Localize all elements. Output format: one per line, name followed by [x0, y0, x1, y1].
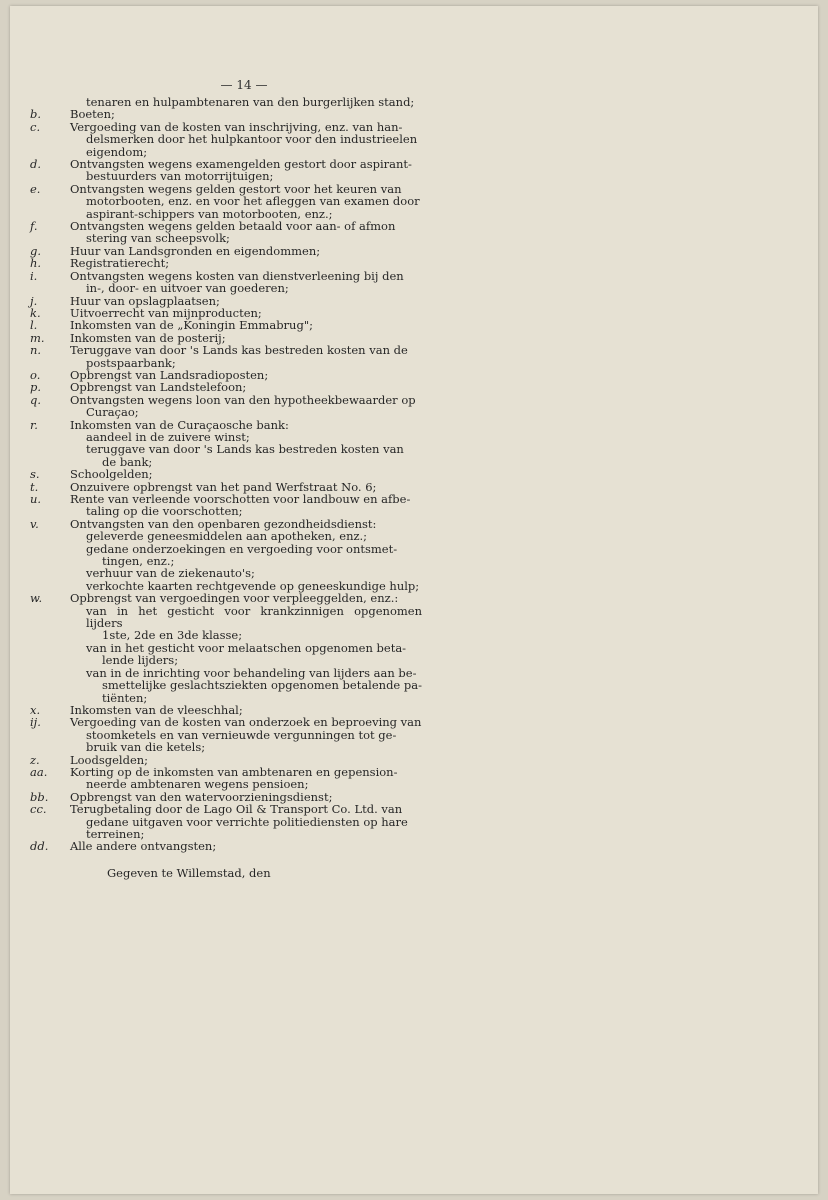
- item-text: Vergoeding van de kosten van onderzoek en beproeving van: [70, 715, 422, 730]
- item-text: Rente van verleende voorschotten voor landbouw en afbe-: [70, 492, 411, 506]
- item-text: Opbrengst van vergoedingen voor verpleeggelden, enz.:: [70, 591, 399, 606]
- item-text: Loodsgelden;: [70, 752, 149, 767]
- list-item-s: [30, 468, 422, 480]
- sub-item-text: teruggave van door 's Lands kas bestreden kosten van: [86, 442, 404, 457]
- item-letter: b.: [30, 107, 42, 122]
- item-text: neerde ambtenaren wegens pensioen;: [86, 777, 309, 792]
- item-text: terreinen;: [86, 826, 145, 841]
- item-text: Curaçao;: [86, 405, 139, 420]
- list-item-r: [30, 419, 422, 469]
- item-text: bestuurders van motorrijtuigen;: [86, 169, 274, 184]
- list-item-c: [30, 121, 422, 158]
- list-item-e: [30, 183, 422, 220]
- item-text: motorbooten, enz. en voor het afleggen van examen door: [86, 194, 420, 209]
- item-text: Opbrengst van den watervoorzieningsdienst;: [70, 789, 333, 804]
- sub-item-text: gedane onderzoekingen en vergoeding voor ontsmet-: [86, 541, 398, 556]
- sub-item-text: aandeel in de zuivere winst;: [86, 429, 250, 444]
- item-text: Onzuivere opbrengst van het pand Werfstraat No. 6;: [70, 479, 377, 494]
- item-letter: n.: [30, 343, 42, 358]
- item-text: Huur van opslagplaatsen;: [70, 293, 220, 308]
- item-text: gedane uitgaven voor verrichte politiediensten op hare: [86, 814, 408, 829]
- item-text: Korting op de inkomsten van ambtenaren en gepension-: [70, 764, 398, 779]
- item-text: Inkomsten van de „Koningin Emmabrug";: [70, 318, 313, 333]
- item-letter: dd.: [30, 839, 49, 854]
- item-letter: k.: [30, 305, 41, 320]
- item-letter: g.: [30, 243, 42, 258]
- item-text: in-, door- en uitvoer van goederen;: [86, 281, 289, 296]
- sub-item-text: van in het gesticht voor melaatschen opgenomen beta-: [86, 640, 407, 655]
- item-text: eigendom;: [86, 144, 148, 159]
- item-letter: p.: [30, 380, 42, 395]
- list-item-l: [30, 319, 422, 331]
- item-text: Uitvoerrecht van mijnproducten;: [70, 305, 262, 320]
- list-item-f: [30, 220, 422, 245]
- item-letter: u.: [30, 492, 42, 506]
- list-item-dd: [30, 840, 422, 852]
- item-text: stering van scheepsvolk;: [86, 231, 230, 246]
- continuation-line: tenaren en hulpambtenaren van den burgerlijken stand;: [86, 95, 415, 109]
- item-text: Ontvangsten wegens gelden betaald voor aan- of afmon: [70, 219, 396, 234]
- item-letter: c.: [30, 119, 41, 134]
- list-item-cc: [30, 803, 422, 840]
- list-item-i: [30, 270, 422, 295]
- item-letter: j.: [30, 293, 38, 308]
- item-text: aspirant-schippers van motorbooten, enz.;: [86, 206, 333, 221]
- item-text: Opbrengst van Landsradioposten;: [70, 367, 269, 382]
- item-text: Ontvangsten wegens gelden gestort voor het keuren van: [70, 181, 402, 196]
- sub-item-text: geleverde geneesmiddelen aan apotheken, enz.;: [86, 529, 368, 544]
- item-text: Registratierecht;: [70, 256, 170, 271]
- list-item-n: [30, 344, 422, 369]
- item-letter: bb.: [30, 789, 49, 804]
- item-letter: w.: [30, 591, 43, 606]
- item-text: Vergoeding van de kosten van inschrijving, enz. van han-: [70, 119, 403, 134]
- item-letter: m.: [30, 330, 45, 345]
- list-item-v: [30, 518, 422, 592]
- closing-line: Gegeven te Willemstad, den: [107, 865, 271, 880]
- sub-item-text: verhuur van de ziekenauto's;: [86, 566, 255, 581]
- item-letter: v.: [30, 516, 39, 531]
- item-list: [30, 96, 422, 879]
- item-text: Terugbetaling door de Lago Oil & Transport Co. Ltd. van: [70, 802, 403, 817]
- item-text: Inkomsten van de Curaçaosche bank:: [70, 417, 289, 432]
- page-number: — 14 —: [220, 78, 268, 92]
- item-text: Ontvangsten van den openbaren gezondheidsdienst:: [70, 516, 377, 531]
- item-text: Inkomsten van de posterij;: [70, 330, 226, 345]
- sub-item-text: tingen, enz.;: [102, 554, 175, 569]
- item-text: delsmerken door het hulpkantoor voor den industrieelen: [86, 132, 418, 147]
- item-text: Ontvangsten wegens kosten van dienstverleening bij den: [70, 268, 404, 283]
- list-item-h: [30, 257, 422, 269]
- item-text: Huur van Landsgronden en eigendommen;: [70, 243, 321, 258]
- item-letter: t.: [30, 479, 39, 494]
- list-item-w: [30, 592, 422, 704]
- item-letter: l.: [30, 318, 38, 333]
- item-text: postspaarbank;: [86, 355, 176, 370]
- sub-item-text: 1ste, 2de en 3de klasse;: [102, 628, 243, 643]
- item-text: Boeten;: [70, 107, 115, 122]
- item-text: Ontvangsten wegens examengelden gestort door aspirant-: [70, 157, 412, 172]
- sub-item-text: lende lijders;: [102, 653, 179, 668]
- sub-item-text: van in de inrichting voor behandeling van lijders aan be-: [86, 665, 417, 680]
- list-item-b: [30, 108, 422, 120]
- item-text: bruik van die ketels;: [86, 740, 206, 755]
- item-letter: i.: [30, 268, 38, 283]
- item-text: Ontvangsten wegens loon van den hypotheekbewaarder op: [70, 392, 416, 407]
- list-item-q: [30, 394, 422, 419]
- item-letter: h.: [30, 256, 42, 271]
- item-letter: o.: [30, 367, 41, 382]
- sub-item-text: de bank;: [102, 454, 153, 469]
- item-letter: z.: [30, 752, 40, 767]
- item-letter: s.: [30, 467, 40, 482]
- item-letter: cc.: [30, 802, 47, 817]
- item-text: Teruggave van door 's Lands kas bestreden kosten van de: [70, 343, 408, 358]
- item-text: taling op die voorschotten;: [86, 504, 243, 519]
- list-item-u: [30, 493, 422, 518]
- item-text: Schoolgelden;: [70, 467, 153, 482]
- item-letter: q.: [30, 392, 42, 407]
- item-text: Alle andere ontvangsten;: [70, 839, 217, 854]
- list-item-aa: [30, 766, 422, 791]
- sub-item-text: van in het gesticht voor krankzinnigen opgenomen lijders: [86, 603, 422, 631]
- item-text: Inkomsten van de vleeschhal;: [70, 702, 243, 717]
- item-letter: d.: [30, 157, 42, 172]
- item-letter: ij.: [30, 715, 41, 730]
- list-item-ij: [30, 716, 422, 753]
- item-letter: r.: [30, 417, 38, 432]
- list-item-p: [30, 381, 422, 393]
- item-letter: aa.: [30, 764, 48, 779]
- item-letter: f.: [30, 219, 38, 234]
- item-letter: e.: [30, 181, 41, 196]
- sub-item-text: verkochte kaarten rechtgevende op geneeskundige hulp;: [86, 578, 420, 593]
- item-text: Opbrengst van Landstelefoon;: [70, 380, 247, 395]
- item-letter: x.: [30, 702, 41, 717]
- sub-item-text: tiënten;: [102, 690, 148, 705]
- list-item-d: [30, 158, 422, 183]
- sub-item-text: smettelijke geslachtsziekten opgenomen betalende pa-: [102, 678, 423, 693]
- document-page: [10, 6, 818, 1194]
- item-text: stoomketels en van vernieuwde vergunningen tot ge-: [86, 727, 397, 742]
